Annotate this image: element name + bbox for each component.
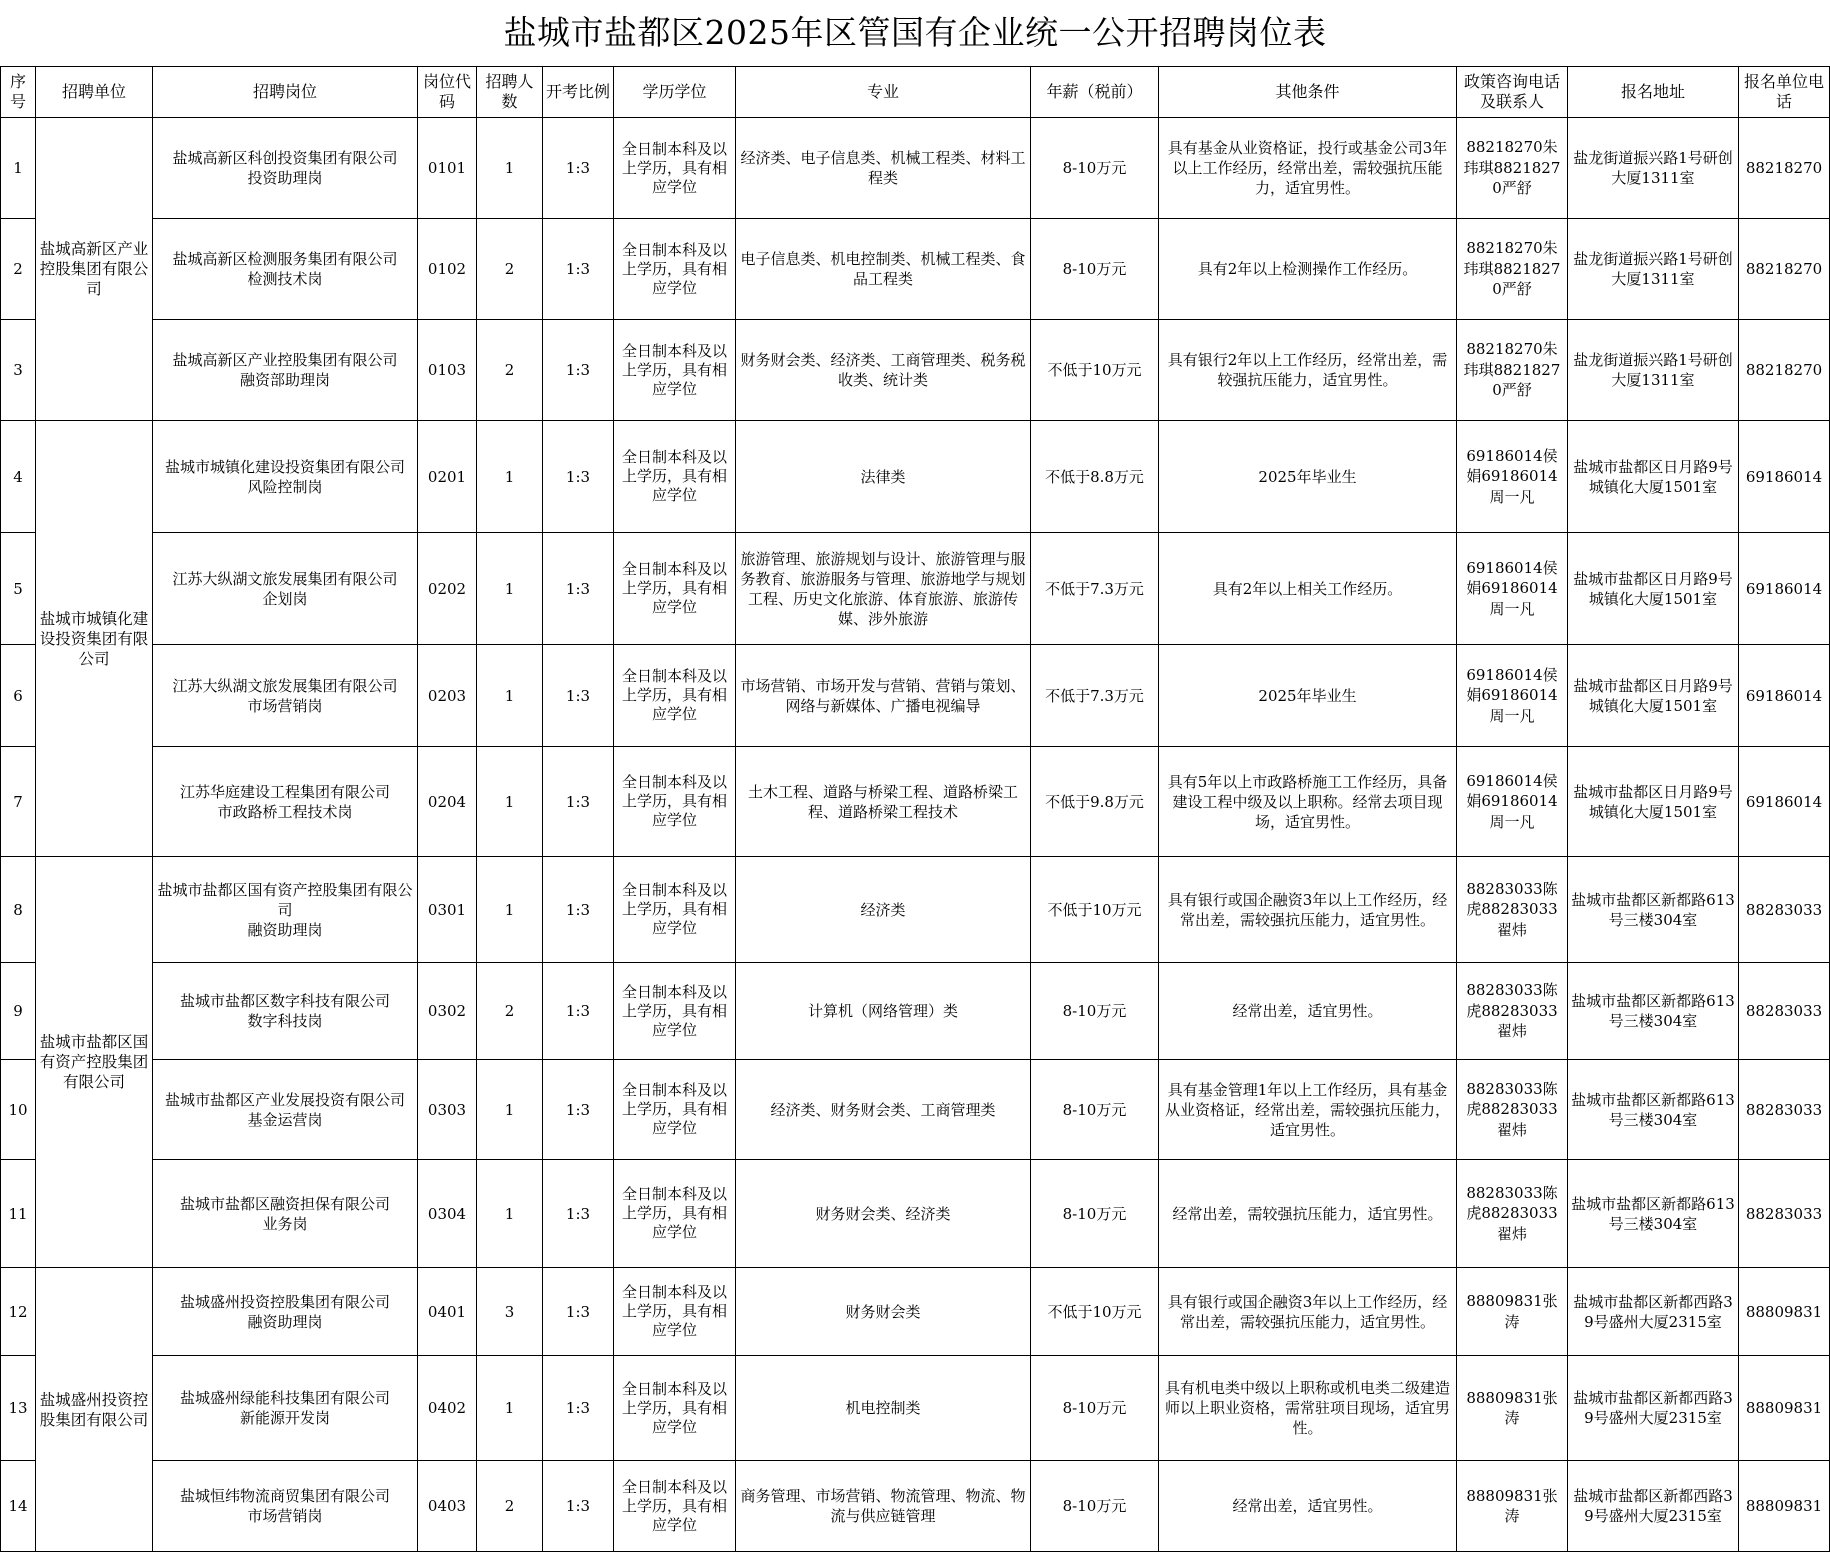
cell-addr: 盐城市盐都区日月路9号城镇化大厦1501室 xyxy=(1568,645,1739,747)
cell-contact: 69186014侯娟69186014周一凡 xyxy=(1457,747,1568,857)
table-row xyxy=(1,1160,1830,1268)
position-job: 基金运营岗 xyxy=(247,1110,323,1129)
header-major: 专业 xyxy=(736,67,1031,118)
cell-phone: 88283033 xyxy=(1739,1060,1830,1160)
cell-salary: 8-10万元 xyxy=(1031,963,1159,1060)
position-job: 市场营销岗 xyxy=(247,696,323,715)
cell-code: 0202 xyxy=(418,533,477,645)
cell-seq: 6 xyxy=(1,645,36,747)
cell-edu: 全日制本科及以上学历，具有相应学位 xyxy=(614,1268,736,1356)
cell-position xyxy=(153,1060,418,1160)
cell-cond: 具有基金管理1年以上工作经历，具有基金从业资格证，经常出差，需较强抗压能力，适宜男性。 xyxy=(1159,1060,1457,1160)
cell-count: 1 xyxy=(477,533,543,645)
cell-edu: 全日制本科及以上学历，具有相应学位 xyxy=(614,1356,736,1461)
position-company: 盐城高新区产业控股集团有限公司 xyxy=(172,351,398,369)
position-company: 盐城盛州绿能科技集团有限公司 xyxy=(179,1389,390,1407)
cell-seq: 3 xyxy=(1,320,36,421)
position-company: 盐城高新区检测服务集团有限公司 xyxy=(172,250,398,268)
position-company: 盐城市盐都区融资担保有限公司 xyxy=(179,1194,390,1213)
cell-major: 经济类、财务财会类、工商管理类 xyxy=(736,1060,1031,1160)
cell-seq: 10 xyxy=(1,1060,36,1160)
cell-edu: 全日制本科及以上学历，具有相应学位 xyxy=(614,118,736,219)
cell-addr: 盐城市盐都区新都路613号三楼304室 xyxy=(1568,857,1739,963)
cell-salary: 8-10万元 xyxy=(1031,219,1159,320)
cell-position xyxy=(153,645,418,747)
cell-ratio: 1:3 xyxy=(543,1060,614,1160)
cell-ratio: 1:3 xyxy=(543,533,614,645)
cell-ratio: 1:3 xyxy=(543,1356,614,1461)
header-edu: 学历学位 xyxy=(614,67,736,118)
cell-ratio: 1:3 xyxy=(543,1160,614,1268)
cell-phone: 69186014 xyxy=(1739,533,1830,645)
cell-seq: 12 xyxy=(1,1268,36,1356)
cell-count: 1 xyxy=(477,1160,543,1268)
cell-ratio: 1:3 xyxy=(543,747,614,857)
cell-position xyxy=(153,118,418,219)
cell-cond: 2025年毕业生 xyxy=(1159,645,1457,747)
cell-major: 财务财会类、经济类 xyxy=(736,1160,1031,1268)
position-company: 江苏大纵湖文旅发展集团有限公司 xyxy=(172,676,398,695)
cell-contact: 88283033陈虎88283033翟炜 xyxy=(1457,1160,1568,1268)
cell-major: 法律类 xyxy=(736,421,1031,533)
cell-major: 财务财会类、经济类、工商管理类、税务税收类、统计类 xyxy=(736,320,1031,421)
cell-major: 计算机（网络管理）类 xyxy=(736,963,1031,1060)
cell-cond: 具有5年以上市政路桥施工工作经历，具备建设工程中级及以上职称。经常去项目现场，适宜男性。 xyxy=(1159,747,1457,857)
cell-contact: 88218270朱玮琪88218270严舒 xyxy=(1457,320,1568,421)
cell-phone: 88218270 xyxy=(1739,320,1830,421)
position-job: 风险控制岗 xyxy=(247,477,323,496)
table-row xyxy=(1,1461,1830,1552)
position-company: 江苏大纵湖文旅发展集团有限公司 xyxy=(172,569,398,588)
recruitment-table xyxy=(0,66,1830,1552)
cell-count: 1 xyxy=(477,645,543,747)
header-position: 招聘岗位 xyxy=(153,67,418,118)
cell-cond: 具有基金从业资格证，投行或基金公司3年以上工作经历，经常出差，需较强抗压能力，适宜男性。 xyxy=(1159,118,1457,219)
cell-position xyxy=(153,533,418,645)
cell-count: 1 xyxy=(477,1060,543,1160)
cell-major: 财务财会类 xyxy=(736,1268,1031,1356)
cell-major: 经济类、电子信息类、机械工程类、材料工程类 xyxy=(736,118,1031,219)
cell-position xyxy=(153,857,418,963)
position-company: 盐城恒纬物流商贸集团有限公司 xyxy=(179,1487,390,1505)
cell-salary: 8-10万元 xyxy=(1031,1160,1159,1268)
cell-edu: 全日制本科及以上学历，具有相应学位 xyxy=(614,1060,736,1160)
cell-contact: 88283033陈虎88283033翟炜 xyxy=(1457,1060,1568,1160)
cell-phone: 88283033 xyxy=(1739,857,1830,963)
cell-contact: 69186014侯娟69186014周一凡 xyxy=(1457,421,1568,533)
cell-count: 2 xyxy=(477,219,543,320)
cell-phone: 88218270 xyxy=(1739,118,1830,219)
cell-seq: 4 xyxy=(1,421,36,533)
cell-position xyxy=(153,1461,418,1552)
cell-salary: 8-10万元 xyxy=(1031,118,1159,219)
cell-addr: 盐龙街道振兴路1号研创大厦1311室 xyxy=(1568,320,1739,421)
table-row xyxy=(1,118,1830,219)
cell-ratio: 1:3 xyxy=(543,857,614,963)
cell-contact: 88283033陈虎88283033翟炜 xyxy=(1457,857,1568,963)
cell-code: 0304 xyxy=(418,1160,477,1268)
cell-contact: 88809831张涛 xyxy=(1457,1461,1568,1552)
cell-edu: 全日制本科及以上学历，具有相应学位 xyxy=(614,1461,736,1552)
cell-seq: 2 xyxy=(1,219,36,320)
cell-position xyxy=(153,963,418,1060)
cell-salary: 不低于10万元 xyxy=(1031,320,1159,421)
cell-salary: 8-10万元 xyxy=(1031,1356,1159,1461)
cell-seq: 11 xyxy=(1,1160,36,1268)
cell-contact: 69186014侯娟69186014周一凡 xyxy=(1457,645,1568,747)
cell-code: 0301 xyxy=(418,857,477,963)
position-job: 市政路桥工程技术岗 xyxy=(217,802,353,821)
cell-unit: 盐城市城镇化建设投资集团有限公司 xyxy=(36,421,153,857)
cell-code: 0302 xyxy=(418,963,477,1060)
cell-salary: 不低于7.3万元 xyxy=(1031,533,1159,645)
cell-code: 0102 xyxy=(418,219,477,320)
position-company: 盐城市盐都区数字科技有限公司 xyxy=(179,992,390,1010)
cell-position xyxy=(153,421,418,533)
cell-seq: 5 xyxy=(1,533,36,645)
cell-count: 1 xyxy=(477,421,543,533)
position-company: 盐城高新区科创投资集团有限公司 xyxy=(172,149,398,167)
cell-edu: 全日制本科及以上学历，具有相应学位 xyxy=(614,421,736,533)
cell-addr: 盐城市盐都区日月路9号城镇化大厦1501室 xyxy=(1568,421,1739,533)
cell-contact: 88809831张涛 xyxy=(1457,1356,1568,1461)
position-job: 业务岗 xyxy=(262,1214,308,1233)
cell-cond: 具有机电类中级以上职称或机电类二级建造师以上职业资格，需常驻项目现场，适宜男性。 xyxy=(1159,1356,1457,1461)
cell-seq: 9 xyxy=(1,963,36,1060)
cell-addr: 盐城市盐都区新都西路39号盛州大厦2315室 xyxy=(1568,1268,1739,1356)
cell-count: 1 xyxy=(477,747,543,857)
position-job: 融资部助理岗 xyxy=(239,371,330,389)
cell-count: 1 xyxy=(477,118,543,219)
cell-count: 2 xyxy=(477,320,543,421)
cell-addr: 盐城市盐都区日月路9号城镇化大厦1501室 xyxy=(1568,747,1739,857)
cell-cond: 经常出差，适宜男性。 xyxy=(1159,1461,1457,1552)
cell-salary: 不低于9.8万元 xyxy=(1031,747,1159,857)
position-company: 盐城市城镇化建设投资集团有限公司 xyxy=(164,457,405,476)
cell-seq: 1 xyxy=(1,118,36,219)
cell-cond: 具有2年以上相关工作经历。 xyxy=(1159,533,1457,645)
cell-cond: 具有银行或国企融资3年以上工作经历，经常出差，需较强抗压能力，适宜男性。 xyxy=(1159,1268,1457,1356)
cell-addr: 盐城市盐都区新都路613号三楼304室 xyxy=(1568,963,1739,1060)
cell-major: 电子信息类、机电控制类、机械工程类、食品工程类 xyxy=(736,219,1031,320)
cell-edu: 全日制本科及以上学历，具有相应学位 xyxy=(614,320,736,421)
header-row xyxy=(1,67,1830,118)
cell-position xyxy=(153,219,418,320)
cell-seq: 13 xyxy=(1,1356,36,1461)
cell-addr: 盐龙街道振兴路1号研创大厦1311室 xyxy=(1568,219,1739,320)
position-job: 融资助理岗 xyxy=(247,920,323,939)
table-row xyxy=(1,857,1830,963)
cell-addr: 盐城市盐都区新都西路39号盛州大厦2315室 xyxy=(1568,1356,1739,1461)
table-row xyxy=(1,747,1830,857)
cell-position xyxy=(153,1268,418,1356)
cell-ratio: 1:3 xyxy=(543,963,614,1060)
cell-cond: 具有2年以上检测操作工作经历。 xyxy=(1159,219,1457,320)
cell-contact: 88218270朱玮琪88218270严舒 xyxy=(1457,219,1568,320)
cell-position xyxy=(153,1160,418,1268)
cell-edu: 全日制本科及以上学历，具有相应学位 xyxy=(614,533,736,645)
cell-major: 机电控制类 xyxy=(736,1356,1031,1461)
cell-edu: 全日制本科及以上学历，具有相应学位 xyxy=(614,747,736,857)
position-job: 数字科技岗 xyxy=(247,1012,323,1030)
cell-code: 0401 xyxy=(418,1268,477,1356)
cell-count: 2 xyxy=(477,1461,543,1552)
cell-code: 0201 xyxy=(418,421,477,533)
cell-cond: 经常出差，需较强抗压能力，适宜男性。 xyxy=(1159,1160,1457,1268)
table-row xyxy=(1,320,1830,421)
cell-addr: 盐城市盐都区新都路613号三楼304室 xyxy=(1568,1160,1739,1268)
header-cond: 其他条件 xyxy=(1159,67,1457,118)
cell-ratio: 1:3 xyxy=(543,219,614,320)
cell-code: 0101 xyxy=(418,118,477,219)
table-row xyxy=(1,219,1830,320)
cell-addr: 盐城市盐都区新都西路39号盛州大厦2315室 xyxy=(1568,1461,1739,1552)
header-unit: 招聘单位 xyxy=(36,67,153,118)
cell-cond: 具有银行2年以上工作经历，经常出差，需较强抗压能力，适宜男性。 xyxy=(1159,320,1457,421)
cell-ratio: 1:3 xyxy=(543,1268,614,1356)
cell-salary: 不低于8.8万元 xyxy=(1031,421,1159,533)
cell-contact: 88283033陈虎88283033翟炜 xyxy=(1457,963,1568,1060)
cell-unit: 盐城高新区产业控股集团有限公司 xyxy=(36,118,153,421)
cell-phone: 88283033 xyxy=(1739,1160,1830,1268)
header-addr: 报名地址 xyxy=(1568,67,1739,118)
cell-phone: 69186014 xyxy=(1739,645,1830,747)
cell-unit: 盐城盛州投资控股集团有限公司 xyxy=(36,1268,153,1552)
cell-ratio: 1:3 xyxy=(543,320,614,421)
cell-edu: 全日制本科及以上学历，具有相应学位 xyxy=(614,1160,736,1268)
header-ratio: 开考比例 xyxy=(543,67,614,118)
cell-unit: 盐城市盐都区国有资产控股集团有限公司 xyxy=(36,857,153,1268)
cell-code: 0103 xyxy=(418,320,477,421)
cell-code: 0402 xyxy=(418,1356,477,1461)
cell-cond: 2025年毕业生 xyxy=(1159,421,1457,533)
table-row xyxy=(1,1268,1830,1356)
cell-code: 0203 xyxy=(418,645,477,747)
cell-count: 3 xyxy=(477,1268,543,1356)
cell-phone: 88218270 xyxy=(1739,219,1830,320)
cell-major: 经济类 xyxy=(736,857,1031,963)
cell-code: 0403 xyxy=(418,1461,477,1552)
cell-salary: 不低于10万元 xyxy=(1031,1268,1159,1356)
cell-code: 0303 xyxy=(418,1060,477,1160)
header-contact: 政策咨询电话及联系人 xyxy=(1457,67,1568,118)
header-count: 招聘人数 xyxy=(477,67,543,118)
cell-seq: 8 xyxy=(1,857,36,963)
cell-edu: 全日制本科及以上学历，具有相应学位 xyxy=(614,963,736,1060)
cell-position xyxy=(153,747,418,857)
position-company: 盐城市盐都区产业发展投资有限公司 xyxy=(164,1090,405,1109)
position-job: 融资助理岗 xyxy=(247,1312,323,1331)
cell-salary: 不低于7.3万元 xyxy=(1031,645,1159,747)
cell-position xyxy=(153,1356,418,1461)
cell-addr: 盐城市盐都区日月路9号城镇化大厦1501室 xyxy=(1568,533,1739,645)
table-row xyxy=(1,1356,1830,1461)
header-salary: 年薪（税前） xyxy=(1031,67,1159,118)
cell-position xyxy=(153,320,418,421)
cell-count: 1 xyxy=(477,857,543,963)
cell-ratio: 1:3 xyxy=(543,645,614,747)
position-company: 盐城市盐都区国有资产控股集团有限公司 xyxy=(157,880,413,919)
table-row xyxy=(1,533,1830,645)
cell-contact: 69186014侯娟69186014周一凡 xyxy=(1457,533,1568,645)
table-row xyxy=(1,1060,1830,1160)
cell-salary: 8-10万元 xyxy=(1031,1461,1159,1552)
position-job: 市场营销岗 xyxy=(247,1507,323,1525)
cell-major: 商务管理、市场营销、物流管理、物流、物流与供应链管理 xyxy=(736,1461,1031,1552)
cell-phone: 88809831 xyxy=(1739,1268,1830,1356)
cell-edu: 全日制本科及以上学历，具有相应学位 xyxy=(614,645,736,747)
position-company: 江苏华庭建设工程集团有限公司 xyxy=(179,782,390,801)
cell-ratio: 1:3 xyxy=(543,118,614,219)
cell-addr: 盐龙街道振兴路1号研创大厦1311室 xyxy=(1568,118,1739,219)
cell-seq: 7 xyxy=(1,747,36,857)
cell-cond: 经常出差，适宜男性。 xyxy=(1159,963,1457,1060)
cell-addr: 盐城市盐都区新都路613号三楼304室 xyxy=(1568,1060,1739,1160)
cell-edu: 全日制本科及以上学历，具有相应学位 xyxy=(614,219,736,320)
position-job: 新能源开发岗 xyxy=(239,1409,330,1427)
position-job: 投资助理岗 xyxy=(247,169,323,187)
header-phone: 报名单位电话 xyxy=(1739,67,1830,118)
cell-phone: 69186014 xyxy=(1739,747,1830,857)
table-body xyxy=(1,118,1830,1552)
cell-contact: 88809831张涛 xyxy=(1457,1268,1568,1356)
position-job: 检测技术岗 xyxy=(247,270,323,288)
cell-major: 市场营销、市场开发与营销、营销与策划、网络与新媒体、广播电视编导 xyxy=(736,645,1031,747)
cell-contact: 88218270朱玮琪88218270严舒 xyxy=(1457,118,1568,219)
cell-phone: 88283033 xyxy=(1739,963,1830,1060)
table-row xyxy=(1,645,1830,747)
cell-count: 1 xyxy=(477,1356,543,1461)
cell-ratio: 1:3 xyxy=(543,421,614,533)
header-code: 岗位代码 xyxy=(418,67,477,118)
cell-cond: 具有银行或国企融资3年以上工作经历，经常出差，需较强抗压能力，适宜男性。 xyxy=(1159,857,1457,963)
position-job: 企划岗 xyxy=(262,589,308,608)
cell-ratio: 1:3 xyxy=(543,1461,614,1552)
header-seq: 序号 xyxy=(1,67,36,118)
cell-count: 2 xyxy=(477,963,543,1060)
table-row xyxy=(1,963,1830,1060)
cell-salary: 8-10万元 xyxy=(1031,1060,1159,1160)
cell-phone: 69186014 xyxy=(1739,421,1830,533)
cell-seq: 14 xyxy=(1,1461,36,1552)
cell-code: 0204 xyxy=(418,747,477,857)
cell-salary: 不低于10万元 xyxy=(1031,857,1159,963)
page-title: 盐城市盐都区2025年区管国有企业统一公开招聘岗位表 xyxy=(503,13,1327,52)
cell-phone: 88809831 xyxy=(1739,1356,1830,1461)
table-row xyxy=(1,421,1830,533)
cell-phone: 88809831 xyxy=(1739,1461,1830,1552)
cell-major: 土木工程、道路与桥梁工程、道路桥梁工程、道路桥梁工程技术 xyxy=(736,747,1031,857)
position-company: 盐城盛州投资控股集团有限公司 xyxy=(179,1292,390,1311)
cell-major: 旅游管理、旅游规划与设计、旅游管理与服务教育、旅游服务与管理、旅游地学与规划工程、历史文化旅游、体育旅游、旅游传媒、涉外旅游 xyxy=(736,533,1031,645)
cell-edu: 全日制本科及以上学历，具有相应学位 xyxy=(614,857,736,963)
